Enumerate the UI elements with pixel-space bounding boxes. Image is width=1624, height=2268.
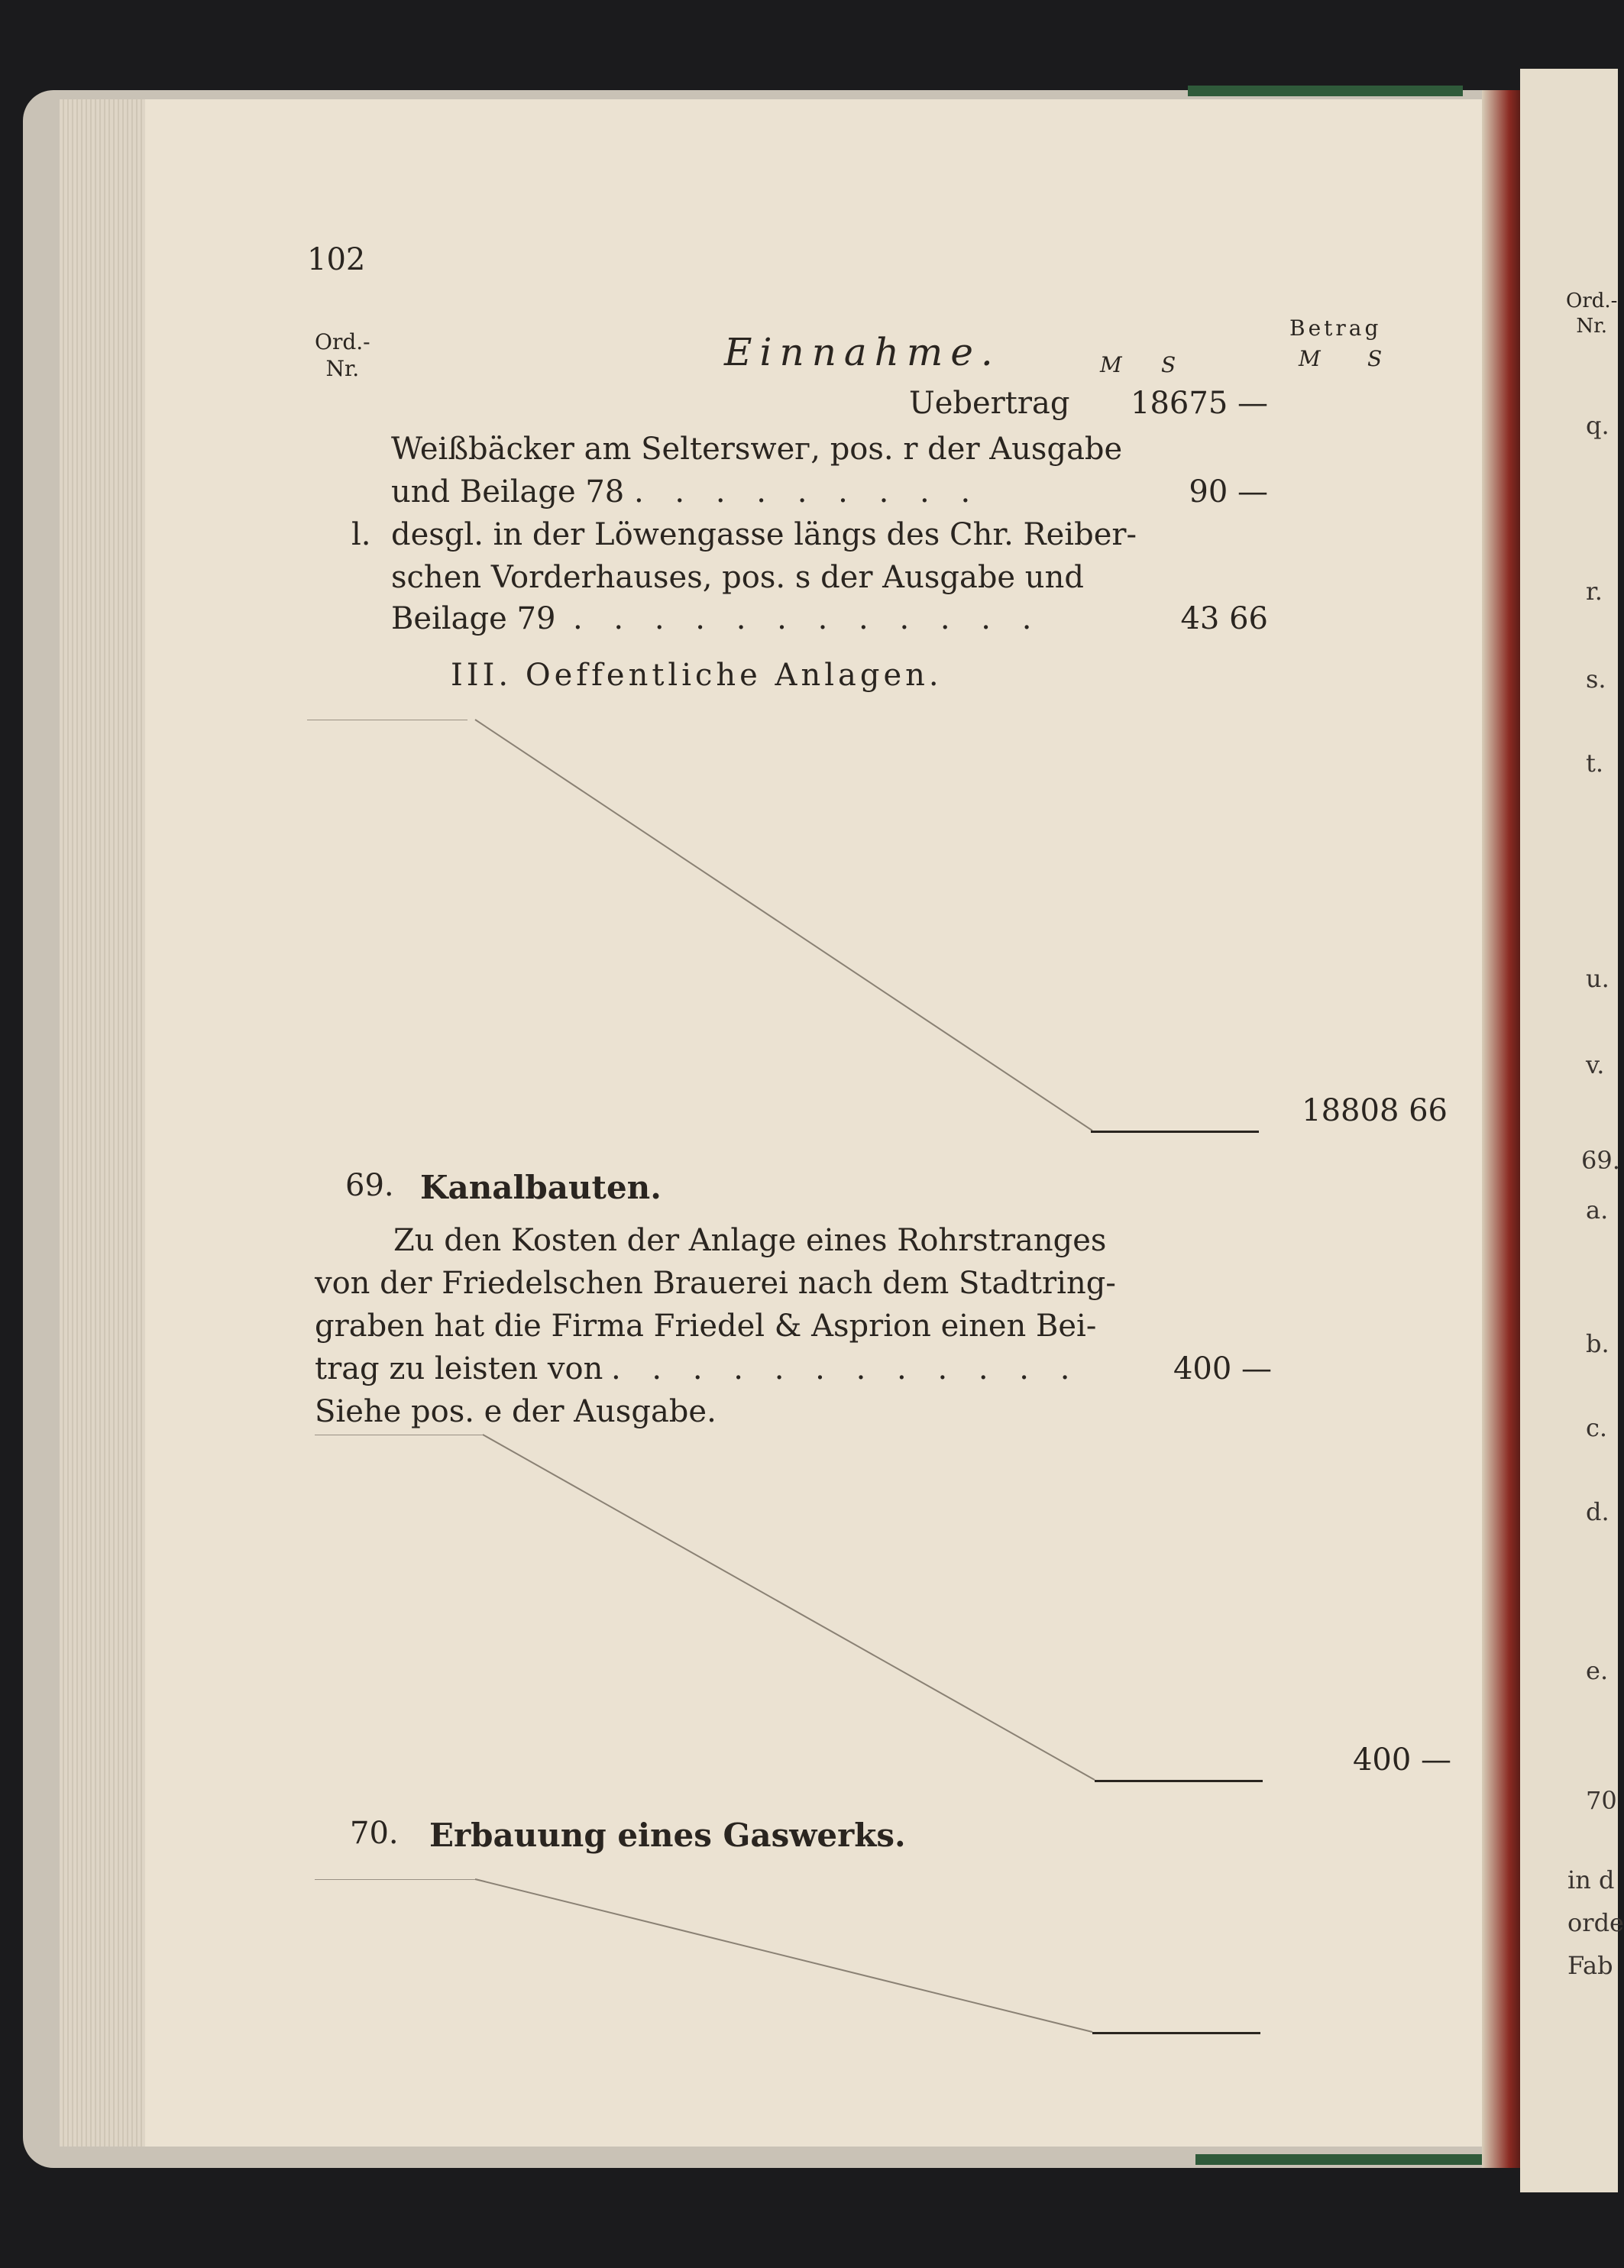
margin-letter: a.	[1586, 1195, 1609, 1225]
left-page	[145, 99, 1490, 2147]
margin-letter: u.	[1586, 964, 1609, 993]
uebertrag-value: 18675 —	[1131, 386, 1268, 421]
betrag-header: Betrag	[1289, 315, 1382, 341]
section-nr: 70.	[350, 1816, 399, 1851]
currency-mark-left-m: M	[1100, 352, 1122, 377]
ord-nr-line-1: Ord.-	[1566, 290, 1618, 312]
margin-letter: in d	[1567, 1865, 1615, 1894]
sum-rule	[1095, 1780, 1263, 1782]
currency-mark-left-s: S	[1161, 352, 1176, 377]
leader-dots: . . . . . . . . .	[634, 474, 982, 510]
section-heading: Erbauung eines Gaswerks.	[429, 1817, 906, 1854]
margin-letter: v.	[1586, 1050, 1605, 1079]
margin-letter: s.	[1586, 665, 1606, 694]
diagonal-stroke	[483, 1435, 1095, 1780]
page-edges	[60, 99, 151, 2147]
diagonal-stroke	[475, 720, 1092, 1131]
uebertrag-label: Uebertrag	[909, 386, 1070, 421]
margin-letter: c.	[1586, 1413, 1608, 1442]
margin-letter: Fab	[1567, 1951, 1613, 1980]
leader-dots: . . . . . . . . . . . .	[573, 601, 1043, 636]
section-total: 18808 66	[1302, 1093, 1448, 1128]
margin-letter: q.	[1586, 411, 1609, 440]
text-line: von der Friedelschen Brauerei nach dem Stadtring-	[315, 1266, 1116, 1301]
text-line: graben hat die Firma Friedel & Asprion einen Bei-	[315, 1309, 1097, 1344]
section-heading: Kanalbauten.	[420, 1169, 662, 1206]
text-line: Siehe pos. e der Ausgabe.	[315, 1394, 717, 1429]
margin-letter: r.	[1586, 577, 1603, 606]
margin-letter: d.	[1586, 1497, 1609, 1526]
amount: 90 —	[1189, 474, 1268, 510]
text-line: Beilage 79	[391, 601, 556, 636]
sum-rule	[1091, 1131, 1259, 1133]
text-line: Weißbäcker am Selterswег, pos. r der Ausgabe	[391, 432, 1123, 467]
right-page	[1520, 69, 1624, 2192]
margin-letter: 70	[1586, 1786, 1617, 1815]
cover-edge-top	[1188, 86, 1463, 96]
currency-mark-right-m: M	[1299, 346, 1321, 371]
sum-rule	[1092, 2032, 1260, 2034]
ord-nr-header-right	[1566, 289, 1617, 338]
diagonal-stroke	[475, 1879, 1092, 2032]
ord-nr-line-2: Nr.	[1576, 314, 1608, 338]
margin-letter: t.	[1586, 749, 1604, 778]
cover-edge-bottom	[1195, 2154, 1486, 2165]
ord-nr-line-2: Nr.	[325, 356, 360, 381]
leader-dots: . . . . . . . . . . . .	[611, 1351, 1081, 1386]
text-line: Zu den Kosten der Anlage eines Rohrstranges	[393, 1223, 1107, 1258]
ord-nr-line-1: Ord.-	[315, 329, 370, 354]
margin-letter: 69.	[1581, 1146, 1620, 1175]
margin-letter: b.	[1586, 1329, 1609, 1358]
amount: 43 66	[1180, 601, 1268, 636]
text-line: und Beilage 78	[391, 474, 625, 510]
section-nr: 69.	[345, 1168, 394, 1203]
section-title: Einnahme.	[724, 330, 1001, 374]
page-number: 102	[307, 242, 366, 277]
currency-mark-right-s: S	[1367, 346, 1383, 371]
item-nr: l.	[351, 517, 371, 552]
amount: 400 —	[1173, 1351, 1272, 1386]
section-total: 400 —	[1352, 1742, 1451, 1778]
divider	[315, 1879, 475, 1880]
text-line: schen Vorderhauses, pos. s der Ausgabe und	[391, 560, 1084, 595]
margin-letter: e.	[1586, 1656, 1609, 1685]
subheading: III. Oeffentliche Anlagen.	[451, 658, 943, 693]
margin-letter: orde	[1567, 1908, 1624, 1937]
text-line: trag zu leisten von	[315, 1351, 603, 1386]
text-line: desgl. in der Löwengasse längs des Chr. Reiber-	[391, 517, 1137, 552]
